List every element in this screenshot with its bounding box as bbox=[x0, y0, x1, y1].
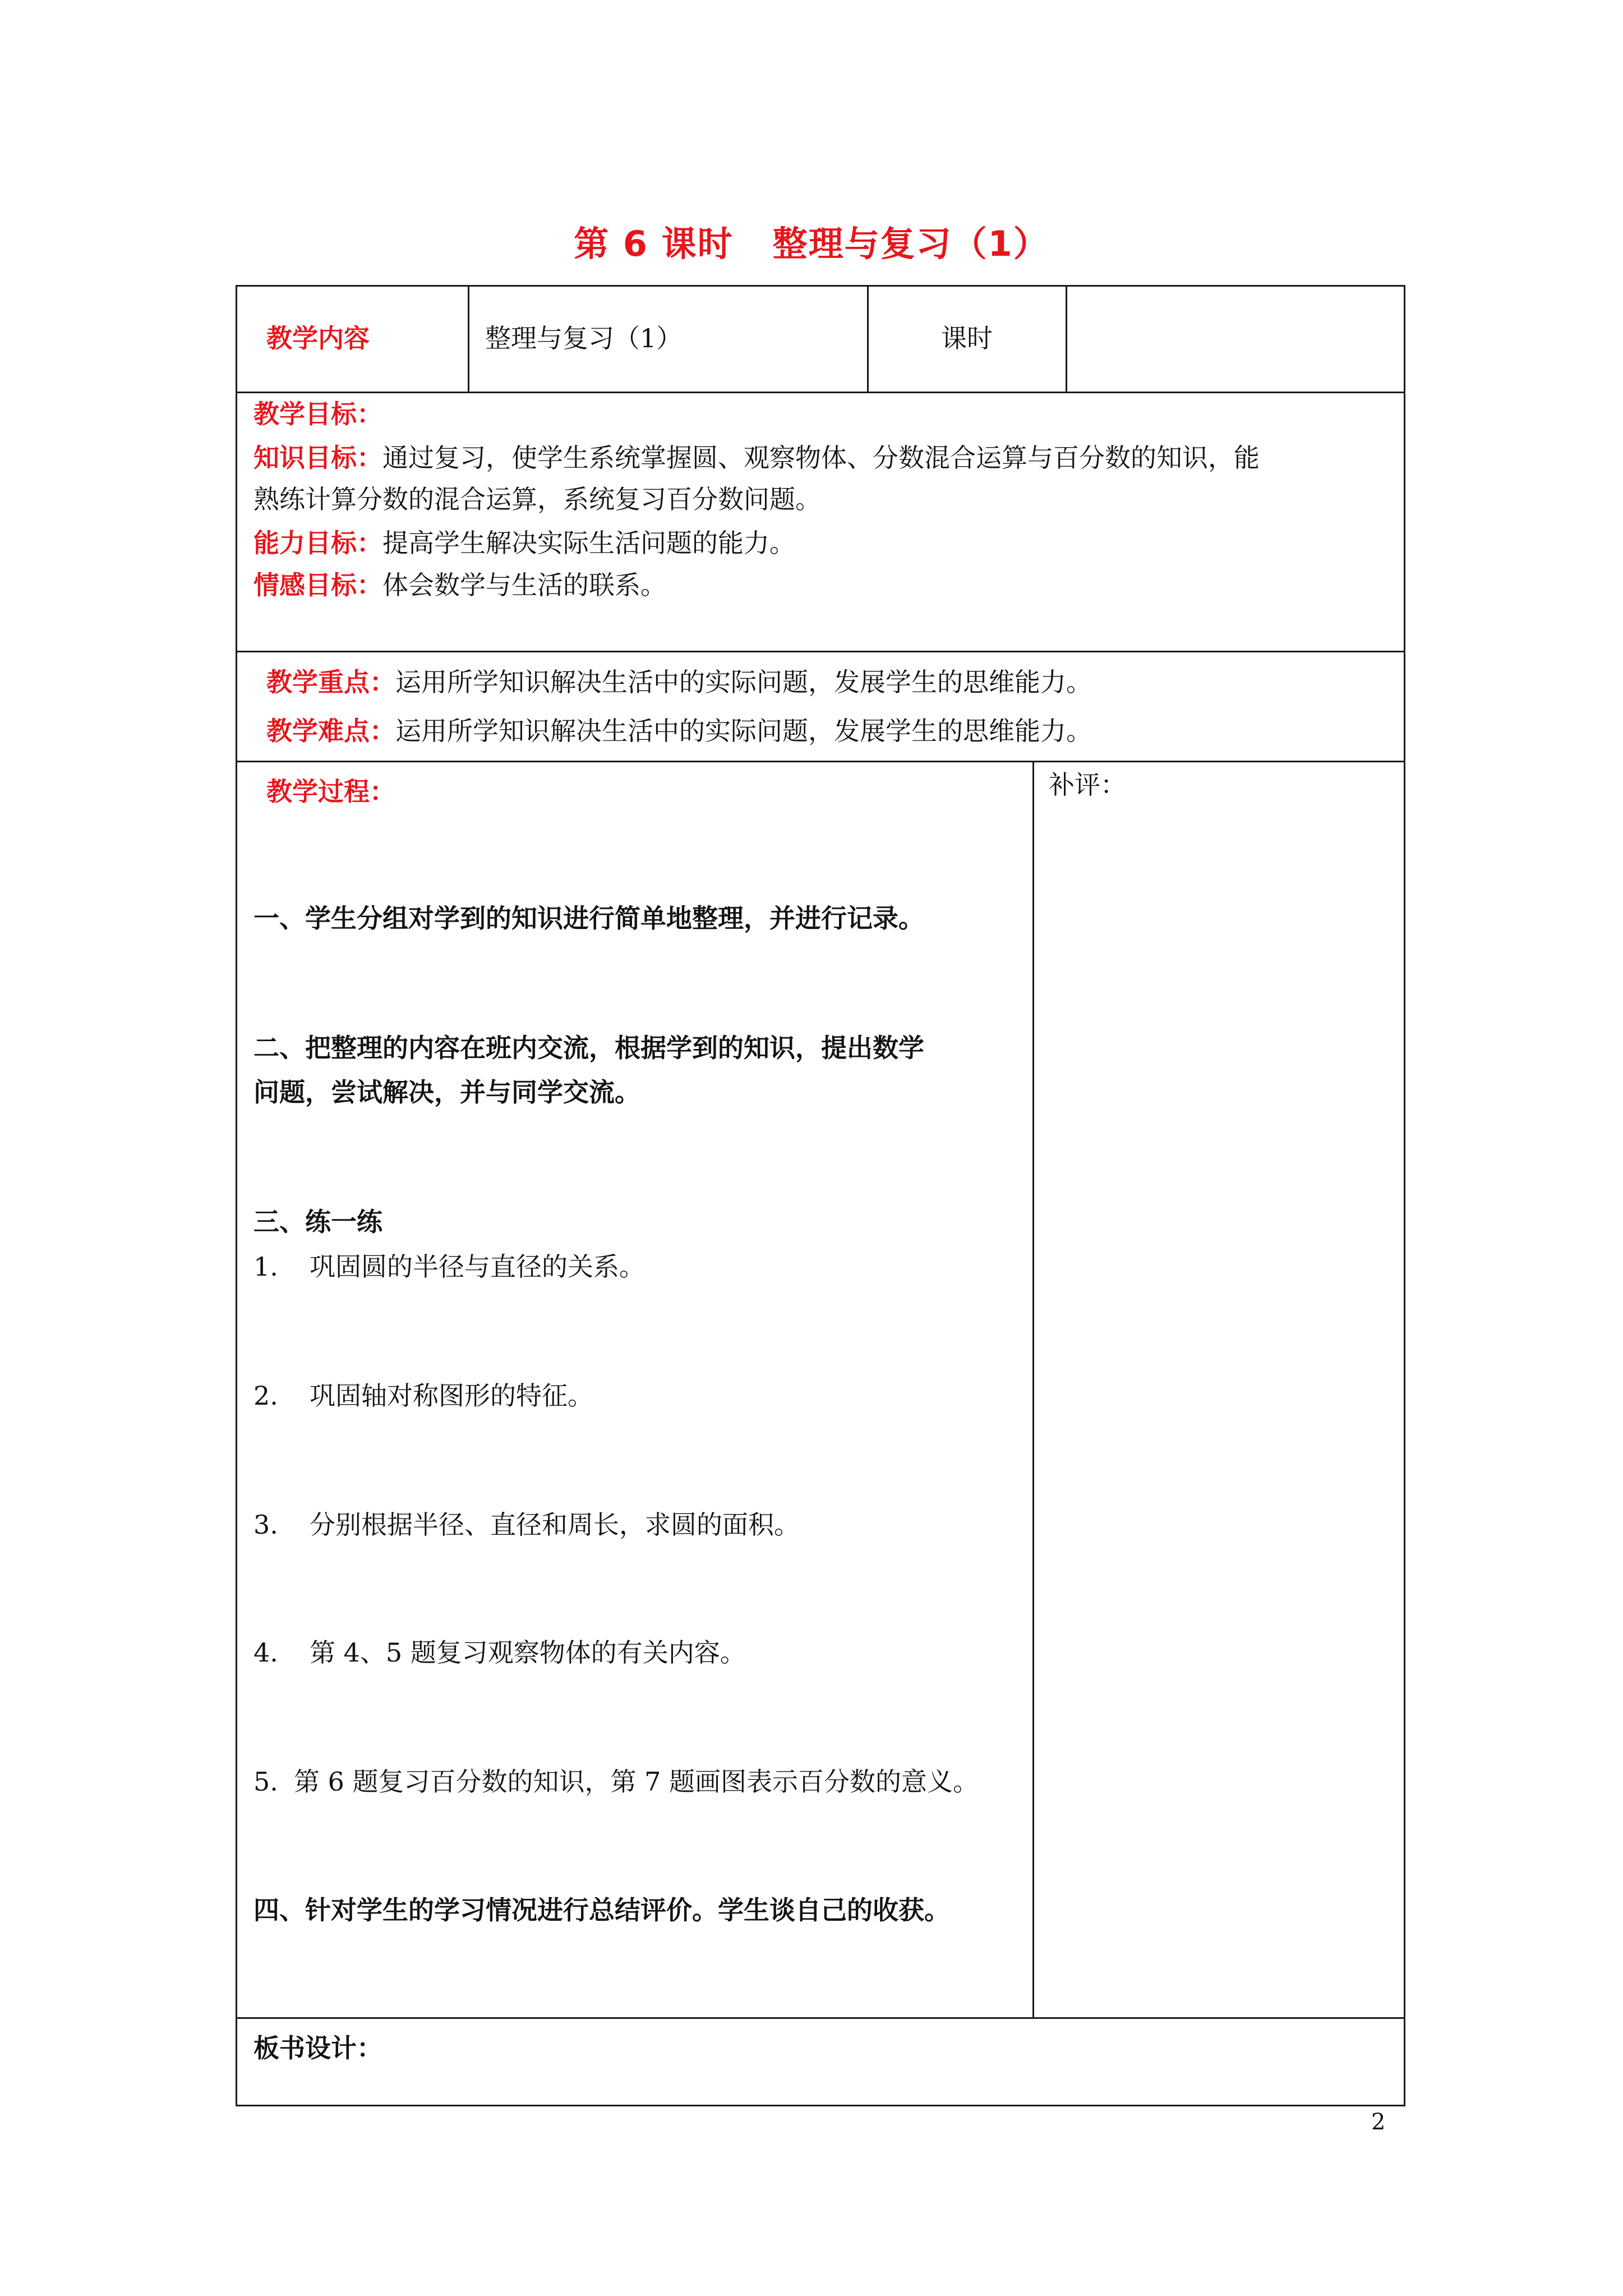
table-border-bottom bbox=[236, 2105, 1405, 2106]
difficulty-point bbox=[266, 712, 1092, 749]
practice-item-number: 5. bbox=[253, 1766, 278, 1797]
practice-item-text: 巩固圆的半径与直径的关系。 bbox=[310, 1251, 645, 1282]
process-step-4: 四、针对学生的学习情况进行总结评价。学生谈自己的收获。 bbox=[253, 1895, 950, 1925]
title-lesson-topic: 整理与复习（1） bbox=[772, 223, 1049, 264]
process-heading: 教学过程： bbox=[266, 776, 395, 807]
emotion-label: 情感目标： bbox=[253, 570, 382, 600]
practice-item-number: 3. bbox=[253, 1510, 278, 1540]
practice-item-text: 第 4、5 题复习观察物体的有关内容。 bbox=[310, 1637, 746, 1668]
content-value: 整理与复习（1） bbox=[485, 323, 683, 353]
knowledge-text: 通过复习，使学生系统掌握圆、观察物体、分数混合运算与百分数的知识，能 bbox=[382, 443, 1260, 473]
key-point-label: 教学重点： bbox=[266, 667, 395, 697]
row-divider bbox=[236, 761, 1405, 762]
practice-item-number: 1. bbox=[253, 1251, 278, 1282]
practice-item bbox=[253, 1377, 593, 1414]
practice-item-text: 巩固轴对称图形的特征。 bbox=[310, 1381, 593, 1411]
row-divider bbox=[236, 651, 1405, 652]
page-title bbox=[0, 216, 1623, 266]
column-divider bbox=[867, 285, 869, 393]
knowledge-objective-continued: 熟练计算分数的混合运算，系统复习百分数问题。 bbox=[253, 484, 821, 514]
difficulty-label: 教学难点： bbox=[266, 716, 395, 746]
objectives-heading: 教学目标： bbox=[253, 399, 382, 429]
practice-item-text: 分别根据半径、直径和周长，求圆的面积。 bbox=[310, 1510, 800, 1540]
period-label: 课时 bbox=[941, 323, 993, 353]
practice-item bbox=[253, 1763, 979, 1800]
key-point bbox=[266, 664, 1092, 701]
comment-label: 补评： bbox=[1049, 770, 1126, 800]
process-step-2-continued: 问题，尝试解决，并与同学交流。 bbox=[253, 1077, 640, 1107]
row-divider bbox=[236, 392, 1405, 393]
content-label: 教学内容 bbox=[266, 323, 370, 353]
table-border-top bbox=[236, 285, 1405, 287]
practice-item bbox=[253, 1248, 645, 1285]
column-divider bbox=[1032, 761, 1034, 2019]
practice-item bbox=[253, 1634, 746, 1671]
board-design-label: 板书设计： bbox=[253, 2033, 382, 2063]
column-divider bbox=[468, 285, 469, 393]
process-step-3: 三、练一练 bbox=[253, 1207, 382, 1237]
table-border-right bbox=[1404, 285, 1405, 2106]
emotion-text: 体会数学与生活的联系。 bbox=[382, 570, 666, 600]
title-lesson-number: 第 6 课时 bbox=[574, 223, 734, 264]
key-point-text: 运用所学知识解决生活中的实际问题，发展学生的思维能力。 bbox=[395, 667, 1092, 697]
ability-text: 提高学生解决实际生活问题的能力。 bbox=[382, 528, 795, 558]
ability-objective bbox=[253, 524, 795, 562]
ability-label: 能力目标： bbox=[253, 528, 382, 558]
page-number: 2 bbox=[1371, 2109, 1386, 2135]
practice-item-text: 第 6 题复习百分数的知识，第 7 题画图表示百分数的意义。 bbox=[294, 1766, 979, 1797]
knowledge-label: 知识目标： bbox=[253, 443, 382, 473]
process-step-2: 二、把整理的内容在班内交流，根据学到的知识，提出数学 bbox=[253, 1033, 924, 1063]
knowledge-objective bbox=[253, 439, 1260, 476]
practice-item bbox=[253, 1506, 800, 1543]
column-divider bbox=[1066, 285, 1067, 393]
practice-item-number: 4. bbox=[253, 1637, 278, 1668]
table-border-left bbox=[236, 285, 237, 2106]
practice-item-number: 2. bbox=[253, 1381, 278, 1411]
process-step-1: 一、学生分组对学到的知识进行简单地整理，并进行记录。 bbox=[253, 903, 924, 933]
difficulty-text: 运用所学知识解决生活中的实际问题，发展学生的思维能力。 bbox=[395, 716, 1092, 746]
emotion-objective bbox=[253, 567, 666, 604]
row-divider bbox=[236, 2017, 1405, 2019]
